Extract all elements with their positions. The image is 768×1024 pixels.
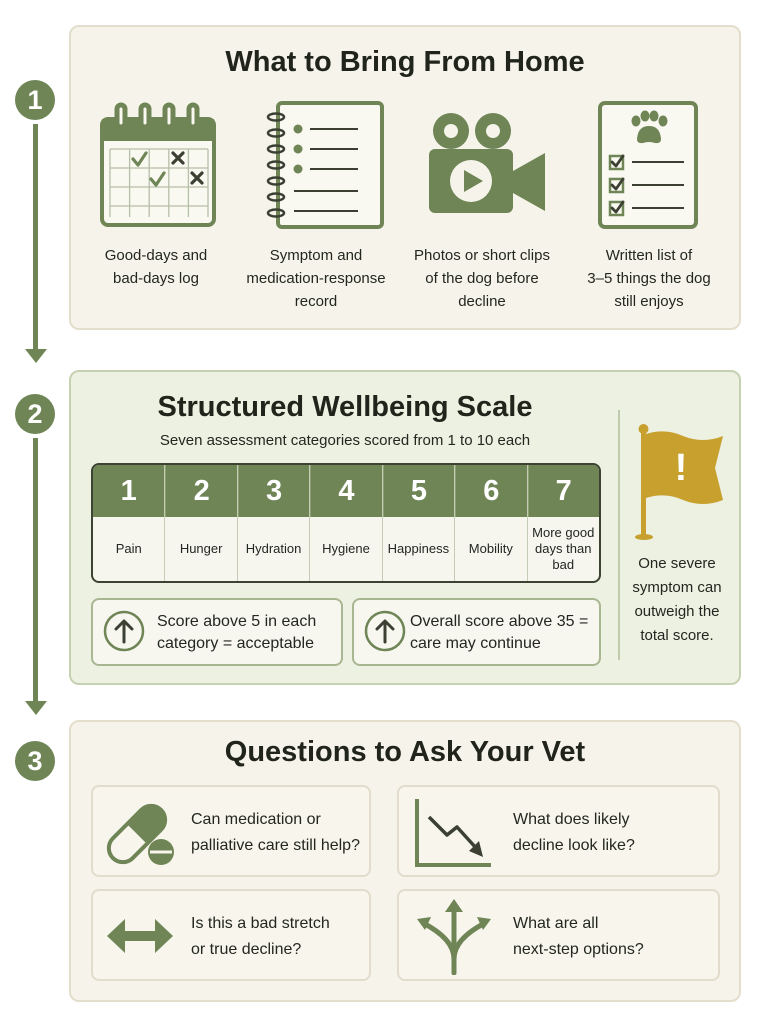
section-2-subtitle: Seven assessment categories scored from 1 to 10 each — [159, 432, 531, 449]
timeline-arrow-1 — [33, 124, 38, 350]
category-name: Happiness — [387, 541, 450, 556]
step-3-badge: 3 — [15, 741, 55, 781]
arrow-up-circle-icon — [363, 609, 407, 653]
flag-exclamation: ! — [674, 447, 688, 489]
what-to-bring-section — [69, 25, 741, 330]
categories-table — [91, 463, 601, 583]
branching-arrows-icon — [413, 899, 495, 975]
item-label-calendar: Good-days and bad-days log — [104, 247, 208, 287]
question-card-stretch — [91, 889, 371, 981]
question-text: Is this a bad stretch or true decline? — [191, 915, 330, 958]
pills-icon — [105, 798, 179, 868]
category-name: More good days than bad — [532, 525, 595, 572]
section-2-title: Structured Wellbeing Scale — [157, 391, 533, 423]
category-hygiene — [309, 465, 381, 581]
category-name: Hygiene — [322, 541, 370, 556]
category-mobility — [454, 465, 526, 581]
category-name: Pain — [115, 541, 142, 556]
flag-note: One severe symptom can outweigh the total score. — [632, 555, 722, 644]
calendar-icon — [91, 99, 221, 231]
double-arrow-icon — [105, 911, 175, 961]
section-3-title: Questions to Ask Your Vet — [224, 736, 586, 768]
category-number: 1 — [93, 465, 164, 517]
paw-checklist-icon — [584, 99, 714, 231]
timeline-arrow-1-head — [25, 349, 47, 363]
step-2-badge: 2 — [15, 394, 55, 434]
section-1-title: What to Bring From Home — [225, 46, 585, 78]
category-good-days — [527, 465, 599, 581]
category-number: 3 — [238, 465, 309, 517]
step-1-badge: 1 — [15, 80, 55, 120]
arrow-up-circle-icon — [102, 609, 146, 653]
question-text: What are all next-step options? — [513, 915, 644, 958]
warning-flag-icon — [635, 424, 727, 542]
section-2-divider — [618, 410, 620, 660]
rule-overall-threshold — [352, 598, 601, 666]
category-number: 5 — [383, 465, 454, 517]
question-card-medication — [91, 785, 371, 877]
timeline-arrow-2-head — [25, 701, 47, 715]
rule-text: Score above 5 in each category = acceptable — [157, 613, 317, 652]
rule-category-threshold — [91, 598, 343, 666]
questions-section — [69, 720, 741, 1002]
video-camera-icon — [417, 99, 547, 231]
category-happiness — [382, 465, 454, 581]
item-label-checklist: Written list of 3–5 things the dog still enjoys — [587, 247, 711, 310]
category-pain — [93, 465, 164, 581]
category-hunger — [164, 465, 236, 581]
question-card-options — [397, 889, 720, 981]
category-number: 7 — [528, 465, 599, 517]
item-label-notebook: Symptom and medication-response record — [246, 247, 386, 310]
category-number: 2 — [165, 465, 236, 517]
category-number: 6 — [455, 465, 526, 517]
rule-text: Overall score above 35 = care may continue — [410, 613, 589, 652]
question-card-decline — [397, 785, 720, 877]
category-number: 4 — [310, 465, 381, 517]
category-name: Hydration — [245, 541, 302, 556]
question-text: What does likely decline look like? — [513, 811, 635, 854]
category-hydration — [237, 465, 309, 581]
notebook-icon — [256, 99, 386, 231]
category-name: Mobility — [468, 541, 513, 556]
timeline-arrow-2 — [33, 438, 38, 702]
wellbeing-scale-section — [69, 370, 741, 685]
item-label-video: Photos or short clips of the dog before decline — [414, 247, 550, 310]
question-text: Can medication or palliative care still help? — [191, 811, 360, 854]
category-name: Hunger — [179, 541, 223, 556]
declining-chart-icon — [413, 797, 493, 869]
